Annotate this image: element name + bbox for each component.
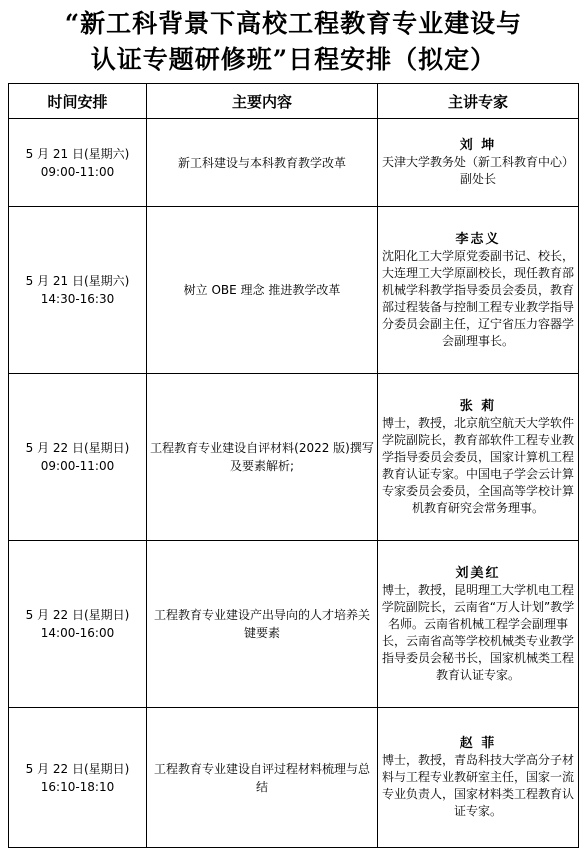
- content-cell: 树立 OBE 理念 推进教学改革: [147, 207, 378, 374]
- content-cell: 新工科建设与本科教育教学改革: [147, 119, 378, 207]
- date-text: 5 月 21 日(星期六): [25, 274, 130, 288]
- time-text: 14:00-16:00: [40, 626, 115, 640]
- table-row: [9, 374, 579, 541]
- date-text: 5 月 21 日(星期六): [25, 146, 130, 161]
- time-cell: [9, 708, 147, 848]
- expert-cell: [378, 708, 579, 848]
- expert-cell: [378, 119, 579, 207]
- table-row: [9, 541, 579, 708]
- time-text: 09:00-11:00: [40, 164, 115, 179]
- expert-name: 刘美红: [455, 565, 501, 581]
- page-title: [0, 0, 587, 78]
- table-row: [9, 708, 579, 848]
- expert-name: 赵 菲: [459, 736, 497, 751]
- table-row: [9, 119, 579, 207]
- time-text: 14:30-16:30: [40, 292, 115, 306]
- expert-cell: [378, 541, 579, 708]
- title-line-1: “新工科背景下高校工程教育专业建设与: [64, 9, 523, 38]
- date-text: 5 月 22 日(星期日): [25, 441, 130, 455]
- time-cell: [9, 541, 147, 708]
- header-time: 时间安排: [9, 84, 147, 119]
- expert-cell: [378, 374, 579, 541]
- content-cell: 工程教育专业建设产出导向的人才培养关键要素: [147, 541, 378, 708]
- time-text: 09:00-11:00: [40, 459, 115, 473]
- expert-name: 李志义: [455, 231, 501, 247]
- header-expert: 主讲专家: [378, 84, 579, 119]
- time-text: 16:10-18:10: [40, 779, 115, 794]
- content-cell: 工程教育专业建设自评过程材料梳理与总结: [147, 708, 378, 848]
- time-cell: [9, 374, 147, 541]
- time-cell: [9, 207, 147, 374]
- expert-bio: 沈阳化工大学原党委副书记、校长，大连理工大学原副校长，现任教育部机械学科教学指导委员会委员，教育部过程装备与控制工程专业教学指导分委员会副主任，辽宁省压力容器学会副理事长。: [381, 248, 574, 348]
- header-content: 主要内容: [147, 84, 378, 119]
- schedule-table: [8, 83, 579, 848]
- expert-bio: 博士，教授，青岛科技大学高分子材料与工程专业教研室主任，国家一流专业负责人，国家材料类工程教育认证专家。: [381, 753, 574, 818]
- expert-bio: 博士，教授，北京航空航天大学软件学院副院长，教育部软件工程专业教学指导委员会委员，国家计算机工程教育认证专家。中国电子学会云计算专家委员会委员，全国高等学校计算机教育研究会常务理事。: [381, 415, 574, 515]
- expert-name: 张 莉: [459, 398, 497, 414]
- time-cell: [9, 119, 147, 207]
- expert-bio: 天津大学教务处（新工科教育中心）副处长: [381, 155, 574, 186]
- table-row: [9, 207, 579, 374]
- content-cell: 工程教育专业建设自评材料(2022 版)撰写及要素解析;: [147, 374, 378, 541]
- table-header-row: [9, 84, 579, 119]
- date-text: 5 月 22 日(星期日): [25, 608, 130, 622]
- expert-bio: 博士，教授，昆明理工大学机电工程学院副院长，云南省“万人计划”教学名师。云南省机械工程学会副理事长，云南省高等学校机械类专业教学指导委员会秘书长，国家机械类工程教育认证专家。: [381, 582, 575, 682]
- expert-name: 刘 坤: [459, 138, 497, 153]
- expert-cell: [378, 207, 579, 374]
- date-text: 5 月 22 日(星期日): [25, 761, 130, 776]
- title-line-2: 认证专题研修班”日程安排（拟定）: [90, 45, 497, 74]
